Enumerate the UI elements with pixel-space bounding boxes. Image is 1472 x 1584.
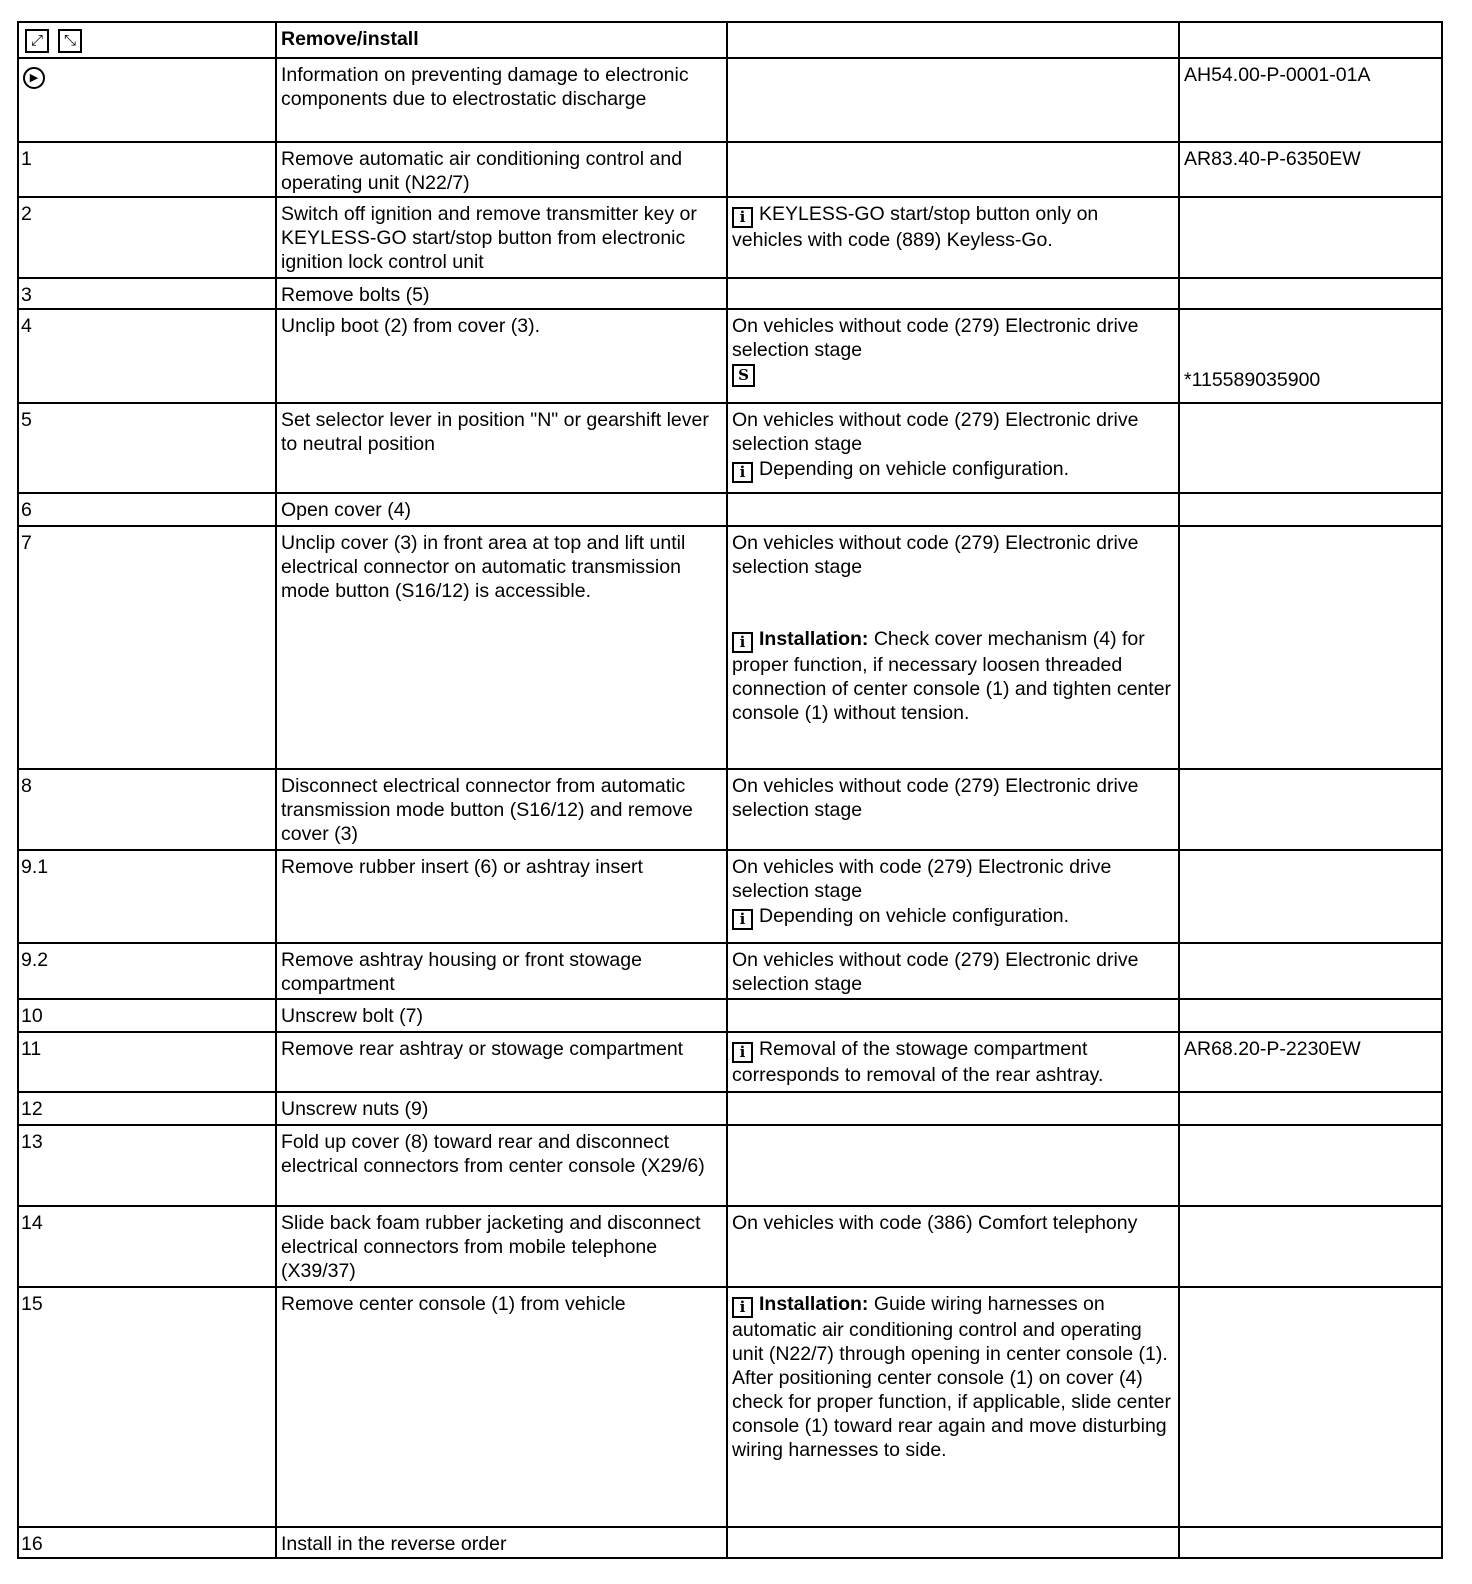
note-cell: On vehicles without code (279) Electronic drive selection stage: [727, 769, 1179, 850]
table-row: [18, 1287, 1442, 1527]
info-icon: i: [732, 632, 753, 653]
reference-cell: [1179, 1206, 1442, 1287]
table-row: [18, 1032, 1442, 1092]
table-header-row: [18, 22, 1442, 58]
action-cell: Remove rear ashtray or stowage compartment: [276, 1032, 727, 1092]
special-tool-icon[interactable]: S: [732, 364, 755, 387]
action-cell: Remove automatic air conditioning control and operating unit (N22/7): [276, 142, 727, 197]
step-number: 8: [18, 769, 276, 850]
esd-warning-icon: ▶: [23, 67, 45, 89]
table-row: [18, 58, 1442, 142]
info-label: Installation:: [759, 628, 869, 650]
reference-link[interactable]: AR68.20-P-2230EW: [1179, 1032, 1442, 1092]
action-cell: Switch off ignition and remove transmitter key or KEYLESS-GO start/stop button from electronic ignition lock control unit: [276, 197, 727, 278]
info-icon: i: [732, 1297, 753, 1318]
info-icon: i: [732, 207, 753, 228]
action-cell: Remove ashtray housing or front stowage compartment: [276, 943, 727, 999]
note-cell: [727, 403, 1179, 493]
step-number: 3: [18, 278, 276, 309]
action-cell: Disconnect electrical connector from automatic transmission mode button (S16/12) and remove cover (3): [276, 769, 727, 850]
note-cell: [727, 142, 1179, 197]
action-cell: Slide back foam rubber jacketing and disconnect electrical connectors from mobile telephone (X39/37): [276, 1206, 727, 1287]
action-cell: Fold up cover (8) toward rear and disconnect electrical connectors from center console (X29/6): [276, 1125, 727, 1206]
header-icon-cell: [18, 22, 276, 58]
step-number: 1: [18, 142, 276, 197]
note-cell: [727, 1125, 1179, 1206]
table-row: [18, 526, 1442, 769]
note-text: On vehicles with code (279) Electronic drive selection stage: [732, 856, 1112, 902]
table-row: [18, 1092, 1442, 1125]
note-cell: [727, 493, 1179, 526]
table-row: [18, 142, 1442, 197]
reference-cell: [1179, 278, 1442, 309]
info-icon: i: [732, 1042, 753, 1063]
note-cell: [727, 58, 1179, 142]
table-row: [18, 1125, 1442, 1206]
step-number: 13: [18, 1125, 276, 1206]
reference-cell: [1179, 769, 1442, 850]
table-row: [18, 1206, 1442, 1287]
info-text: Guide wiring harnesses on automatic air conditioning control and operating unit (N22/7) through opening in center console (1).: [732, 1293, 1168, 1365]
note-cell: [727, 1287, 1179, 1527]
table-row: [18, 850, 1442, 943]
reference-cell: [1179, 850, 1442, 943]
expand-icon[interactable]: ⤢: [25, 29, 49, 53]
step-number: 10: [18, 999, 276, 1032]
section-title: Remove/install: [276, 22, 727, 58]
note-text: On vehicles without code (279) Electronic drive selection stage: [732, 409, 1139, 455]
action-cell: Set selector lever in position "N" or gearshift lever to neutral position: [276, 403, 727, 493]
note-cell: [727, 309, 1179, 403]
table-row: [18, 309, 1442, 403]
reference-cell: [1179, 197, 1442, 278]
step-number: 11: [18, 1032, 276, 1092]
action-cell: Unscrew nuts (9): [276, 1092, 727, 1125]
step-number: 12: [18, 1092, 276, 1125]
step-number: 14: [18, 1206, 276, 1287]
step-number: 4: [18, 309, 276, 403]
info-icon: i: [732, 909, 753, 930]
reference-cell: [1179, 526, 1442, 769]
reference-cell: [1179, 309, 1442, 403]
action-cell: Open cover (4): [276, 493, 727, 526]
table-row: [18, 943, 1442, 999]
info-text: Depending on vehicle configuration.: [759, 905, 1070, 927]
note-cell: [727, 1092, 1179, 1125]
step-number: 2: [18, 197, 276, 278]
reference-cell: [1179, 493, 1442, 526]
action-cell: Remove rubber insert (6) or ashtray insert: [276, 850, 727, 943]
note-cell: [727, 999, 1179, 1032]
note-text: On vehicles without code (279) Electronic drive selection stage: [732, 315, 1139, 361]
reference-link[interactable]: AH54.00-P-0001-01A: [1179, 58, 1442, 142]
tool-number-link[interactable]: *115589035900: [1184, 369, 1321, 391]
note-cell: [727, 850, 1179, 943]
step-number: 6: [18, 493, 276, 526]
note-text: On vehicles without code (279) Electronic drive selection stage: [732, 532, 1139, 578]
step-number: 9.1: [18, 850, 276, 943]
reference-cell: [1179, 1092, 1442, 1125]
note-cell: [727, 1527, 1179, 1558]
info-text: Check cover mechanism (4) for proper function, if necessary loosen threaded connection of center console (1) and tighten center console (1) without tension.: [732, 628, 1172, 724]
note-cell: [727, 278, 1179, 309]
table-row: [18, 197, 1442, 278]
info-label: Installation:: [759, 1293, 869, 1315]
step-number: 9.2: [18, 943, 276, 999]
step-number: 15: [18, 1287, 276, 1527]
action-cell: Install in the reverse order: [276, 1527, 727, 1558]
table-row: [18, 1527, 1442, 1558]
note-text: Removal of the stowage compartment corresponds to removal of the rear ashtray.: [732, 1038, 1104, 1086]
step-number: 16: [18, 1527, 276, 1558]
step-number: 5: [18, 403, 276, 493]
reference-link[interactable]: AR83.40-P-6350EW: [1179, 142, 1442, 197]
action-cell: Remove bolts (5): [276, 278, 727, 309]
note-cell: [727, 1032, 1179, 1092]
action-cell: Unclip boot (2) from cover (3).: [276, 309, 727, 403]
procedure-table: [17, 21, 1443, 1559]
info-text-continued: After positioning center console (1) on cover (4) check for proper function, if applicable, slide center console (1) toward rear again and move disturbing wiring harnesses to side.: [732, 1367, 1171, 1461]
table-row: [18, 493, 1442, 526]
info-icon: i: [732, 462, 753, 483]
action-cell: Remove center console (1) from vehicle: [276, 1287, 727, 1527]
note-text: KEYLESS-GO start/stop button only on vehicles with code (889) Keyless-Go.: [732, 203, 1099, 251]
step-number: 7: [18, 526, 276, 769]
reference-cell: [1179, 1125, 1442, 1206]
note-cell: [727, 197, 1179, 278]
reference-cell: [1179, 943, 1442, 999]
table-row: [18, 403, 1442, 493]
note-cell: On vehicles without code (279) Electronic drive selection stage: [727, 943, 1179, 999]
reference-cell: [1179, 1287, 1442, 1527]
action-cell: Unscrew bolt (7): [276, 999, 727, 1032]
note-cell: [727, 526, 1179, 769]
table-row: [18, 278, 1442, 309]
reference-cell: [1179, 999, 1442, 1032]
table-row: [18, 769, 1442, 850]
collapse-icon[interactable]: ⤡: [58, 29, 82, 53]
table-row: [18, 999, 1442, 1032]
action-cell: Information on preventing damage to electronic components due to electrostatic discharge: [276, 58, 727, 142]
reference-cell: [1179, 403, 1442, 493]
step-cell: [18, 58, 276, 142]
reference-cell: [1179, 1527, 1442, 1558]
info-text: Depending on vehicle configuration.: [759, 458, 1070, 480]
action-cell: Unclip cover (3) in front area at top and lift until electrical connector on automatic transmission mode button (S16/12) is accessible.: [276, 526, 727, 769]
note-cell: On vehicles with code (386) Comfort telephony: [727, 1206, 1179, 1287]
